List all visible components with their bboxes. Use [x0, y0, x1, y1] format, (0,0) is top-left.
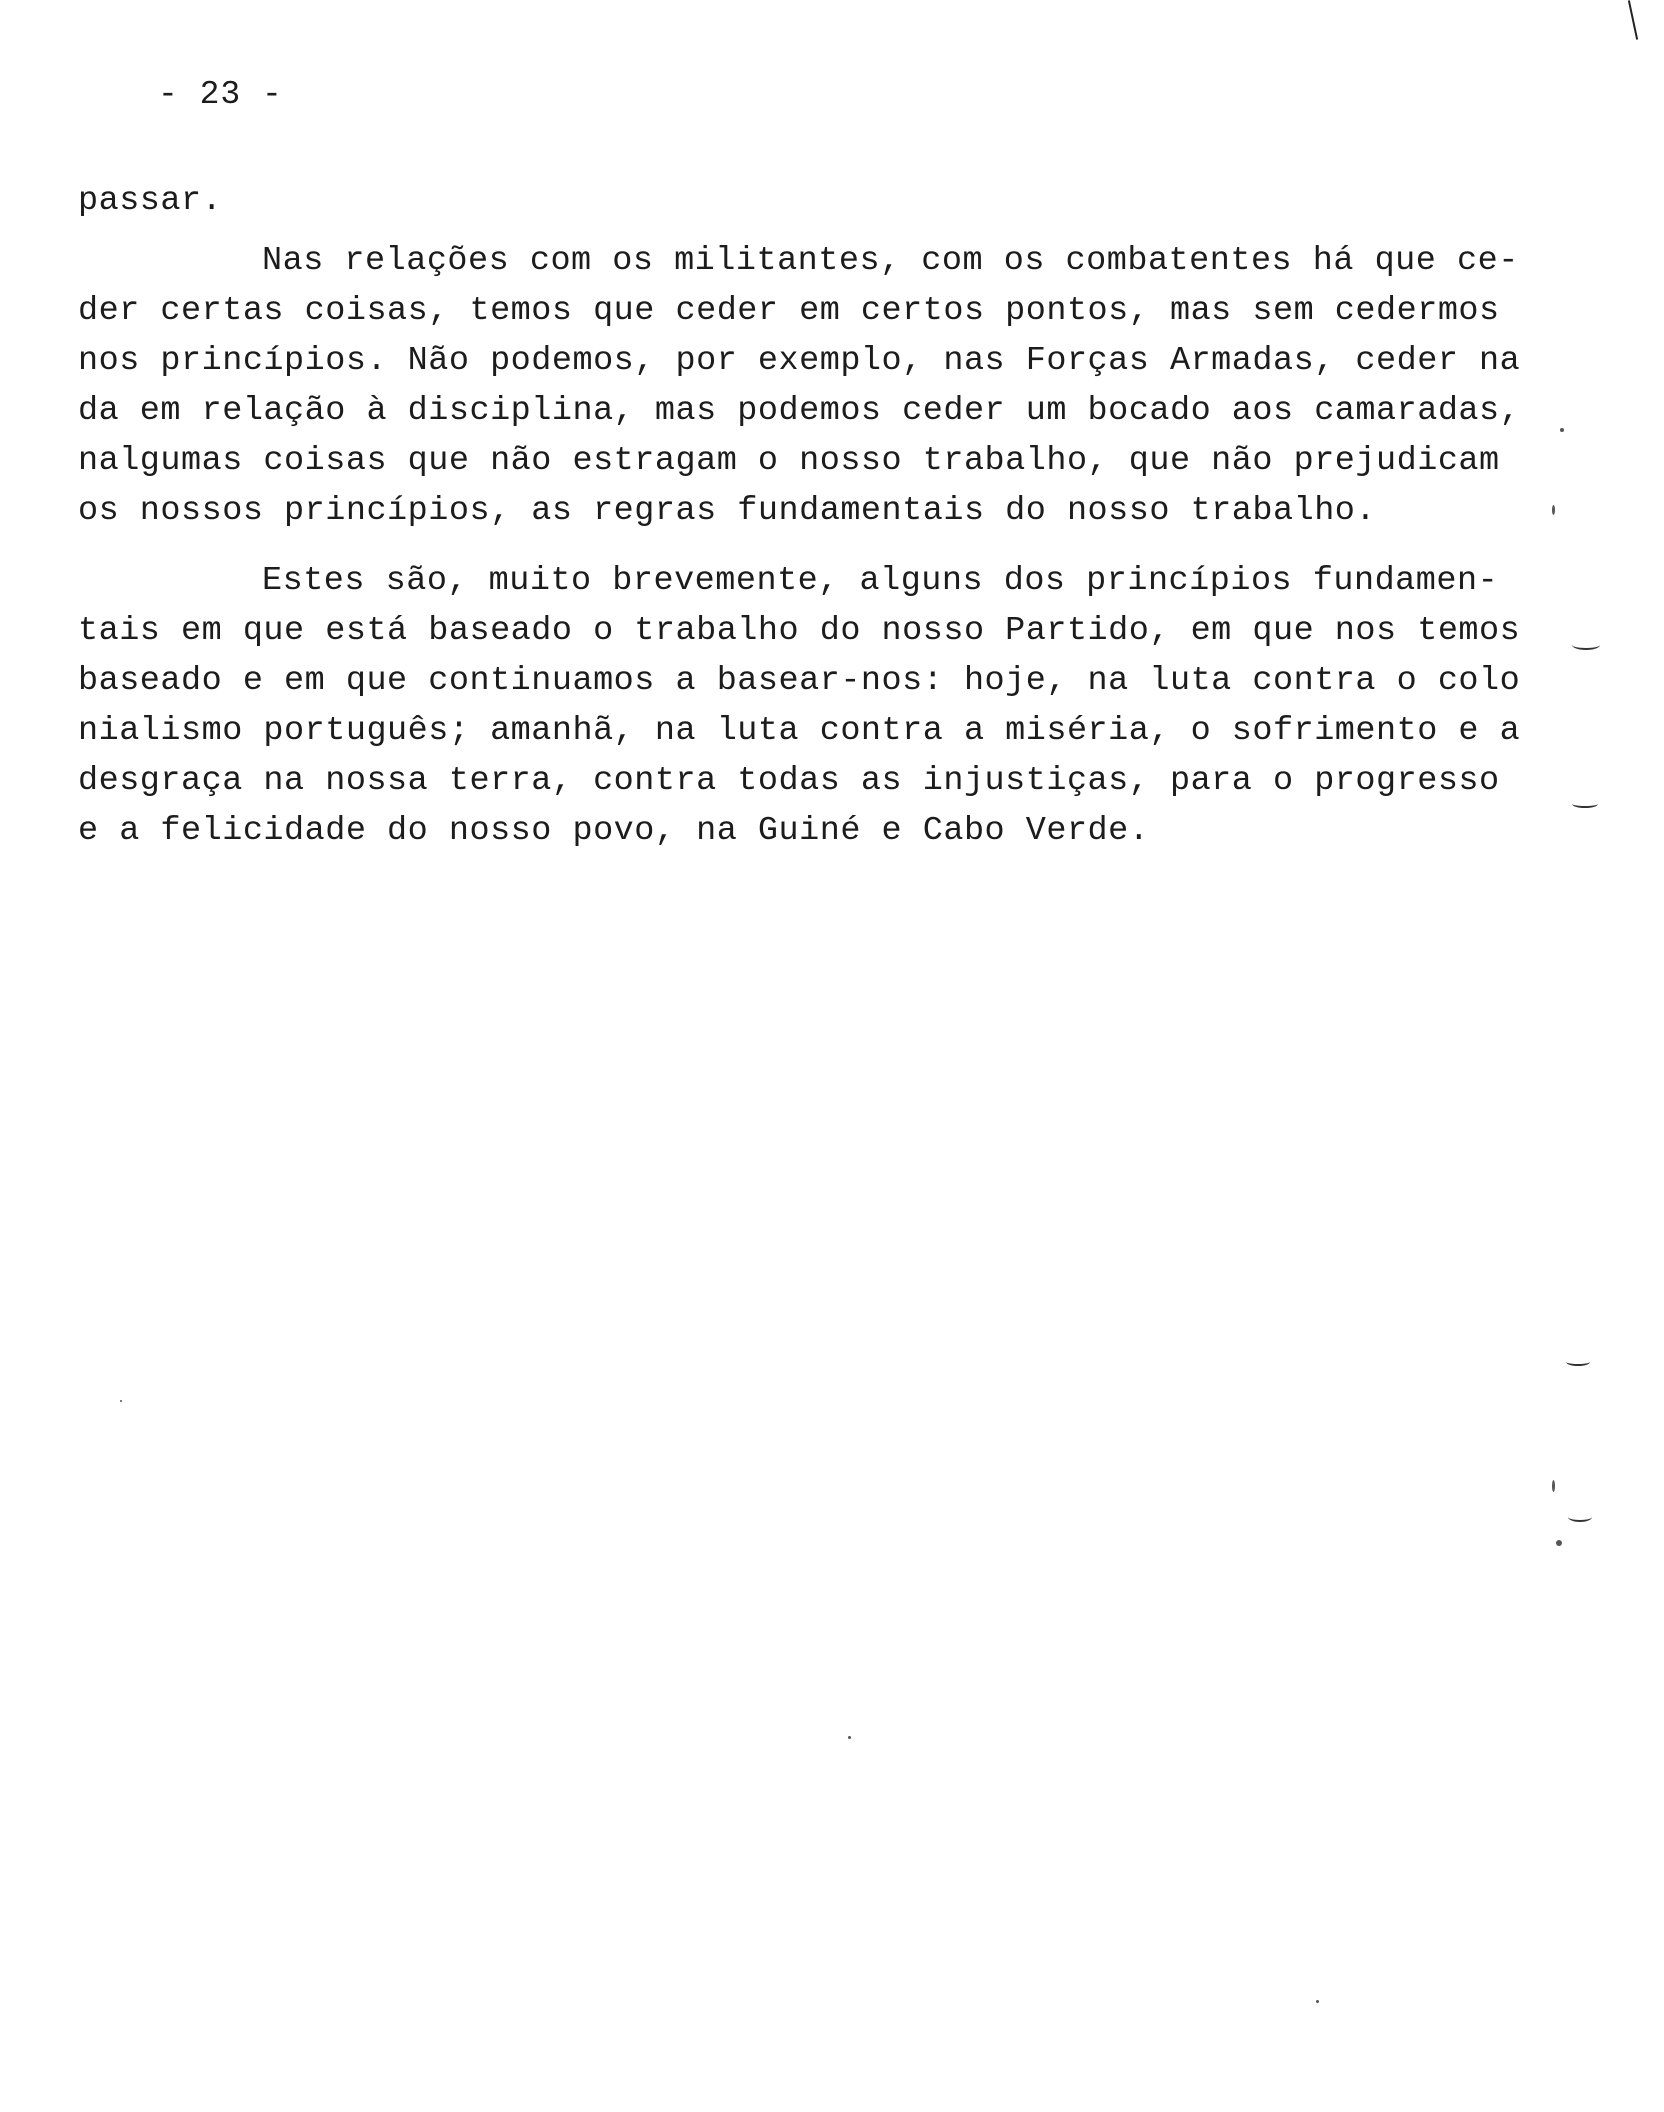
text-line: baseado e em que continuamos a basear-nos: hoje, na luta contra o colo — [78, 662, 1521, 700]
text-line: nos princípios. Não podemos, por exemplo, nas Forças Armadas, ceder na — [78, 342, 1521, 380]
scan-artifact — [1316, 2000, 1319, 2003]
scan-artifact — [1568, 1512, 1592, 1522]
text-line: os nossos princípios, as regras fundamentais do nosso trabalho. — [78, 492, 1377, 530]
scan-artifact — [1566, 1358, 1590, 1366]
text-line: der certas coisas, temos que ceder em certos pontos, mas sem cedermos — [78, 292, 1500, 330]
text-line: desgraça na nossa terra, contra todas as injustiças, para o progresso — [78, 762, 1500, 800]
text-line: nalgumas coisas que não estragam o nosso trabalho, que não prejudicam — [78, 442, 1500, 480]
paragraph-3 — [78, 556, 1521, 856]
scan-artifact — [1556, 1540, 1562, 1546]
scan-artifact — [1552, 505, 1555, 515]
text-line: Nas relações com os militantes, com os combatentes há que ce- — [262, 242, 1519, 280]
scan-artifact — [848, 1736, 851, 1739]
text-line: e a felicidade do nosso povo, na Guiné e Cabo Verde. — [78, 812, 1150, 850]
paragraph-2 — [78, 236, 1521, 536]
text-line: nialismo português; amanhã, na luta contra a miséria, o sofrimento e a — [78, 712, 1521, 750]
paragraph-1 — [78, 176, 1518, 226]
scan-artifact — [1552, 1480, 1555, 1492]
page-number: - 23 - — [158, 76, 283, 113]
text-line: da em relação à disciplina, mas podemos ceder um bocado aos camaradas, — [78, 392, 1521, 430]
scan-artifact — [1628, 0, 1638, 40]
scan-artifact — [1572, 640, 1600, 650]
text-line: tais em que está baseado o trabalho do nosso Partido, em que nos temos — [78, 612, 1521, 650]
text-line: Estes são, muito brevemente, alguns dos princípios fundamen- — [262, 562, 1499, 600]
scan-artifact — [120, 1400, 122, 1402]
scan-artifact — [1560, 428, 1564, 432]
text-line: passar. — [78, 182, 223, 220]
scan-artifact — [1572, 800, 1598, 808]
